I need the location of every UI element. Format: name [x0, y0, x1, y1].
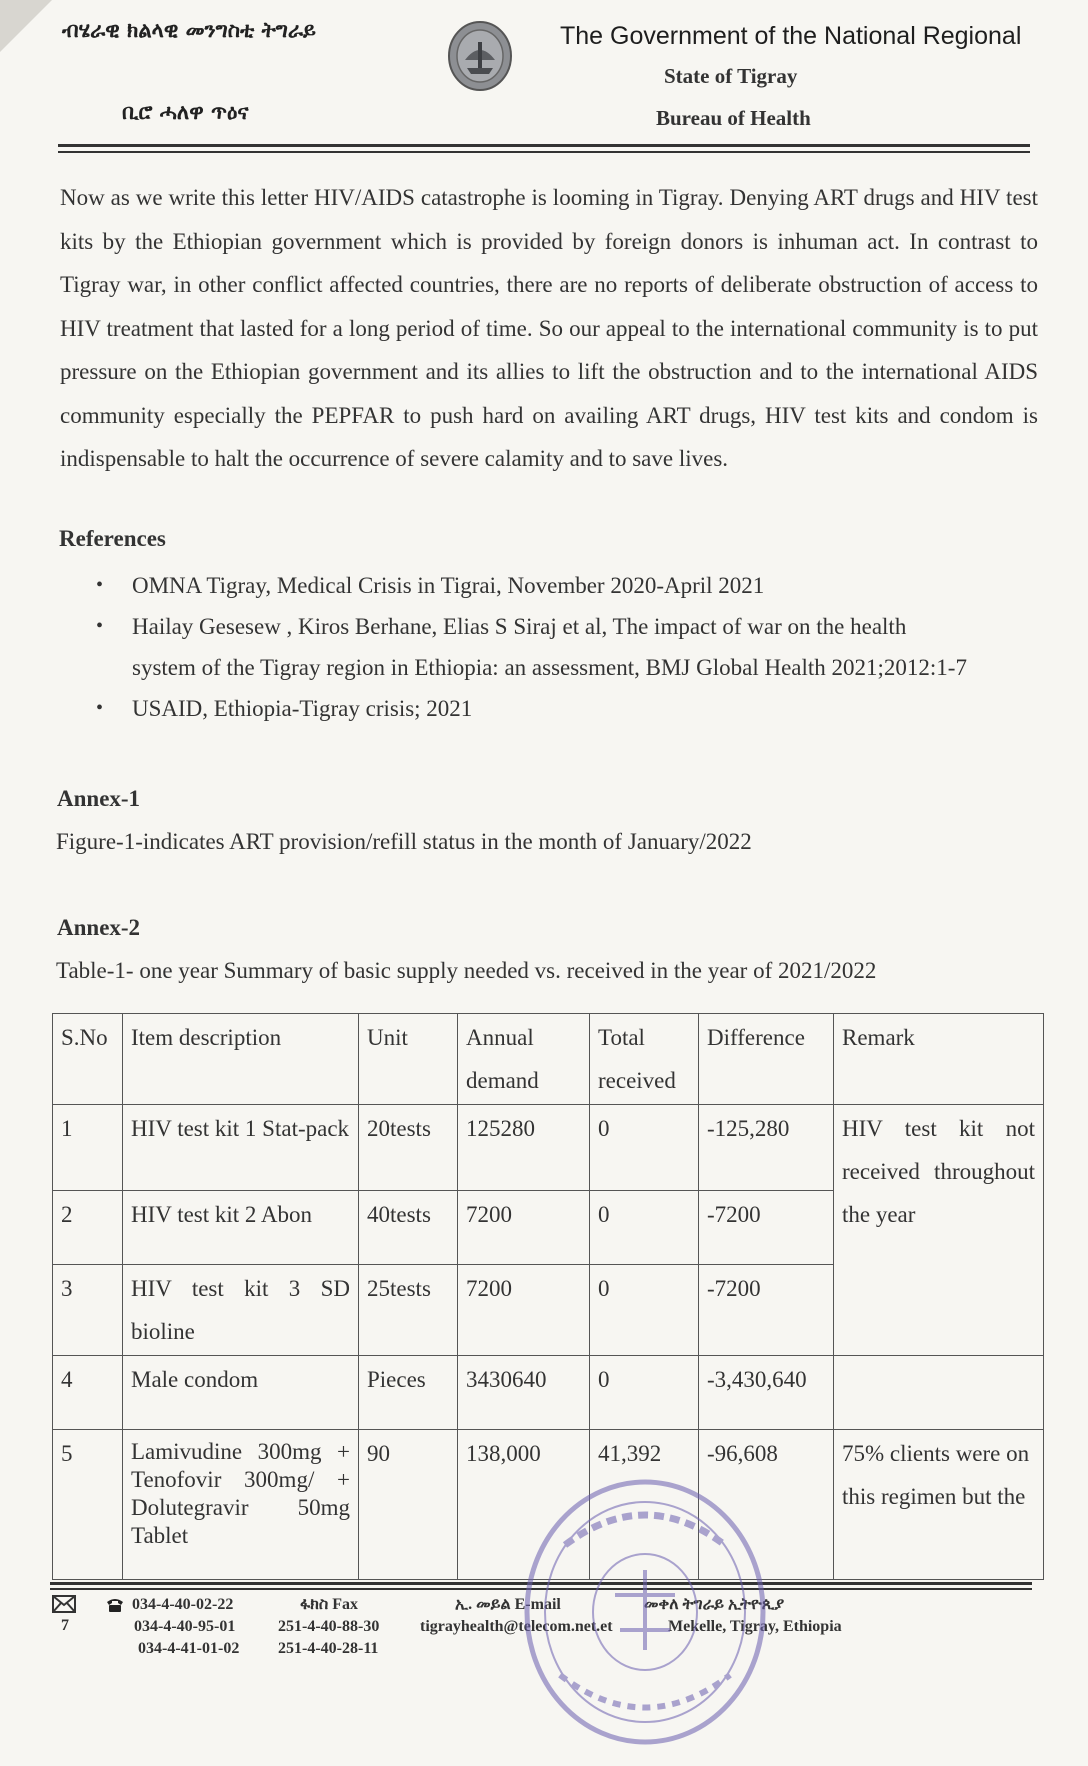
references-list	[90, 565, 1010, 729]
header-item: Item description	[123, 1014, 359, 1105]
cell-demand: 7200	[458, 1265, 590, 1356]
reference-item: • USAID, Ethiopia-Tigray crisis; 2021	[90, 688, 1010, 729]
cell-received: 0	[590, 1105, 699, 1191]
header-rule-thin	[58, 151, 1030, 153]
telephone-icon	[105, 1597, 125, 1613]
header-sno: S.No	[53, 1014, 123, 1105]
cell-sno: 1	[53, 1105, 123, 1191]
header-demand: Annual demand	[458, 1014, 590, 1105]
cell-item: HIV test kit 3 SD bioline	[123, 1265, 359, 1356]
cell-sno: 2	[53, 1191, 123, 1265]
cell-unit: 40tests	[359, 1191, 458, 1265]
cell-difference: -3,430,640	[699, 1356, 834, 1430]
header-unit: Unit	[359, 1014, 458, 1105]
annex1-caption: Figure-1-indicates ART provision/refill status in the month of January/2022	[56, 829, 752, 854]
mail-envelope-icon	[52, 1595, 76, 1613]
footer-email-label: ኢ. መይል E-mail	[455, 1596, 561, 1613]
cell-difference: -96,608	[699, 1430, 834, 1580]
cell-unit: Pieces	[359, 1356, 458, 1430]
header-amharic-bureau: ቢሮ ሓለዋ ጥዕና	[122, 100, 249, 124]
footer-email: tigrayhealth@telecom.net.et	[420, 1618, 613, 1635]
cell-item: HIV test kit 2 Abon	[123, 1191, 359, 1265]
cell-unit: 20tests	[359, 1105, 458, 1191]
footer-address: Mekelle, Tigray, Ethiopia	[668, 1618, 842, 1635]
header-english-state: State of Tigray	[664, 64, 798, 88]
footer-address-label: መቀለ ትግራይ ኢትዮጲያ	[644, 1596, 785, 1613]
header-english-government: The Government of the National Regional	[560, 22, 1022, 50]
annex2-caption: Table-1- one year Summary of basic supply needed vs. received in the year of 2021/2022	[56, 958, 877, 983]
emblem-logo-icon	[447, 20, 513, 92]
page-fold-corner	[0, 0, 52, 52]
reference-item: • Hailay Gesesew , Kiros Berhane, Elias S Siraj et al, The impact of war on the health system of the Tigray region in Ethiopia: an assessment, BMJ Global Health 2021;2012:1-7	[90, 606, 1010, 688]
cell-demand: 3430640	[458, 1356, 590, 1430]
annex2-heading: Annex-2	[57, 915, 141, 940]
cell-item: Lamivudine 300mg + Tenofovir 300mg/ + Dolutegravir 50mg Tablet	[123, 1430, 359, 1580]
header-rule-thick	[58, 144, 1030, 147]
cell-remark	[834, 1356, 1044, 1430]
cell-difference: -125,280	[699, 1105, 834, 1191]
cell-sno: 5	[53, 1430, 123, 1580]
letter-paragraph: Now as we write this letter HIV/AIDS catastrophe is looming in Tigray. Denying ART drugs and HIV test kits by the Ethiopian government which is provided by foreign donors is inhuman act. In contrast to Tigray war, in other conflict affected countries, there are no reports of deliberate obstruction of access to HIV treatment that lasted for a long period of time. So our appeal to the international community is to put pressure on the Ethiopian government and its allies to lift the obstruction and to the international AIDS community especially the PEPFAR to push hard on availing ART drugs, HIV test kits and condom is indispensable to halt the occurrence of severe calamity and to save lives.	[60, 185, 1038, 471]
footer-fax-label: ፋክስ Fax	[300, 1596, 358, 1613]
cell-remark: 75% clients were on this regimen but the	[834, 1430, 1044, 1580]
reference-item: • OMNA Tigray, Medical Crisis in Tigrai, November 2020-April 2021	[90, 565, 1010, 606]
cell-remark-merged: HIV test kit not received throughout the year	[834, 1105, 1044, 1356]
header-difference: Difference	[699, 1014, 834, 1105]
footer-pobox: 7	[61, 1617, 69, 1634]
cell-demand: 7200	[458, 1191, 590, 1265]
header-english-bureau: Bureau of Health	[656, 106, 811, 130]
footer-fax-2: 251-4-40-28-11	[278, 1640, 379, 1657]
references-heading: References	[59, 526, 166, 551]
header-received: Total received	[590, 1014, 699, 1105]
header-amharic-government: ብሄራዊ ክልላዊ መንግስቲ ትግራይ	[62, 18, 316, 42]
cell-demand: 138,000	[458, 1430, 590, 1580]
footer-phone-2: 034-4-40-95-01	[134, 1618, 236, 1635]
footer-phone-1: 034-4-40-02-22	[132, 1596, 234, 1613]
table-header-row	[53, 1014, 1044, 1105]
cell-demand: 125280	[458, 1105, 590, 1191]
cell-difference: -7200	[699, 1265, 834, 1356]
cell-item: HIV test kit 1 Stat-pack	[123, 1105, 359, 1191]
cell-difference: -7200	[699, 1191, 834, 1265]
cell-sno: 4	[53, 1356, 123, 1430]
annex1-heading: Annex-1	[57, 786, 141, 811]
cell-unit: 25tests	[359, 1265, 458, 1356]
cell-unit: 90	[359, 1430, 458, 1580]
footer-fax-1: 251-4-40-88-30	[278, 1618, 380, 1635]
cell-sno: 3	[53, 1265, 123, 1356]
cell-item: Male condom	[123, 1356, 359, 1430]
cell-received: 0	[590, 1265, 699, 1356]
table-row	[53, 1356, 1044, 1430]
cell-received: 0	[590, 1356, 699, 1430]
cell-received: 41,392	[590, 1430, 699, 1580]
table-row	[53, 1105, 1044, 1191]
cell-received: 0	[590, 1191, 699, 1265]
official-stamp-seal-icon	[520, 1475, 770, 1750]
header-remark: Remark	[834, 1014, 1044, 1105]
footer-phone-3: 034-4-41-01-02	[138, 1640, 240, 1657]
